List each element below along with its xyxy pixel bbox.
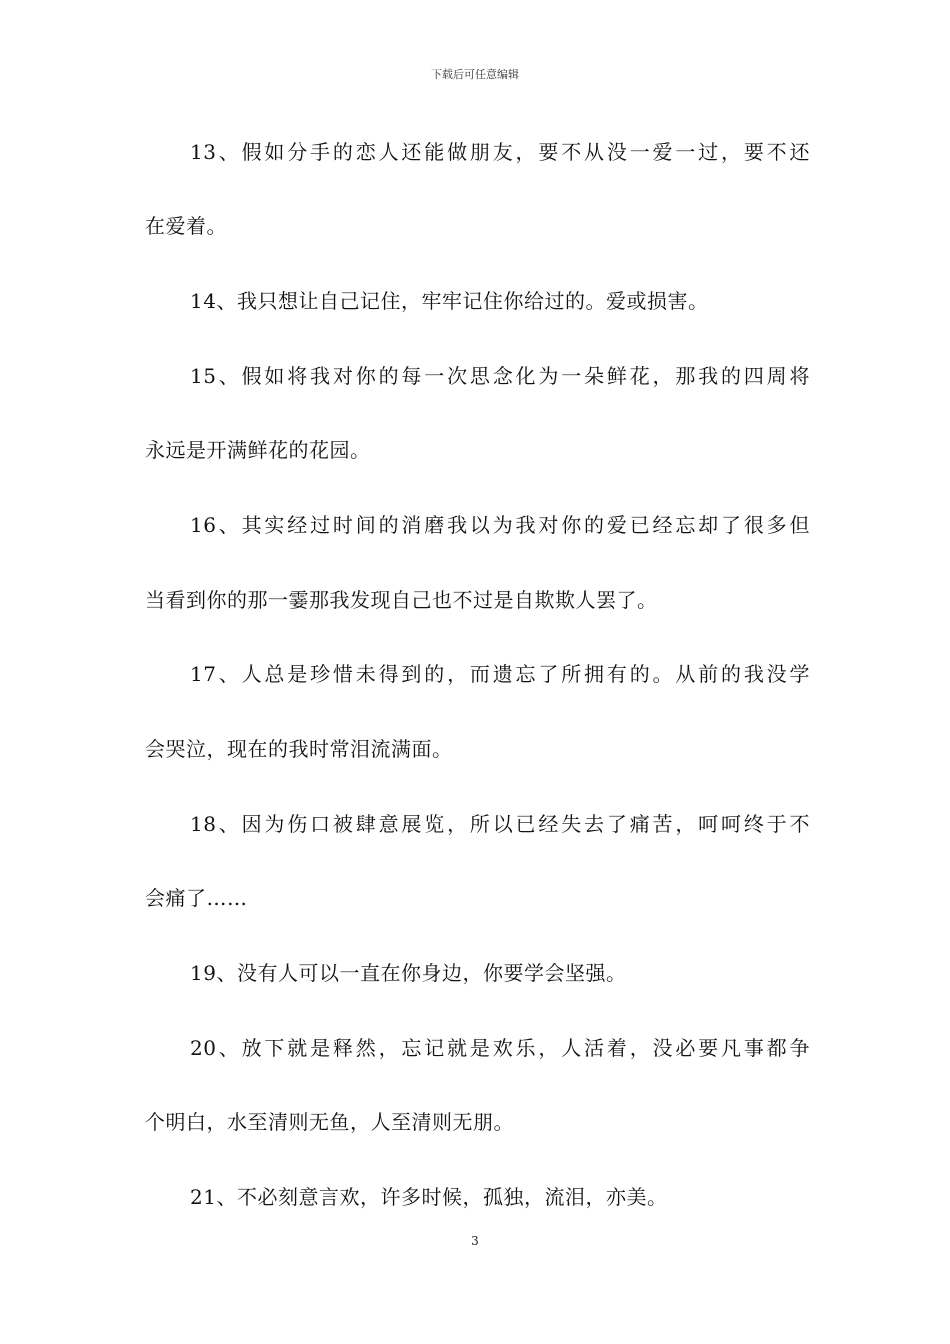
paragraph-18-line-1: 18、因为伤口被肆意展览，所以已经失去了痛苦，呵呵终于不 [190, 812, 810, 836]
paragraph-17-line-1: 17、人总是珍惜未得到的，而遗忘了所拥有的。从前的我没学 [190, 662, 810, 686]
paragraph-13-line-2: 在爱着。 [145, 214, 227, 238]
paragraph-15-line-2: 永远是开满鲜花的花园。 [145, 438, 371, 462]
page-header: 下载后可任意编辑 [431, 68, 519, 81]
paragraph-21-line-1: 21、不必刻意言欢，许多时候，孤独，流泪，亦美。 [190, 1185, 668, 1209]
page-number: 3 [471, 1234, 479, 1248]
paragraph-15-line-1: 15、假如将我对你的每一次思念化为一朵鲜花，那我的四周将 [190, 364, 810, 388]
paragraph-20-line-2: 个明白，水至清则无鱼，人至清则无朋。 [145, 1110, 514, 1134]
paragraph-14-line-1: 14、我只想让自己记住，牢牢记住你给过的。爱或损害。 [190, 289, 709, 313]
paragraph-13-line-1: 13、假如分手的恋人还能做朋友，要不从没一爱一过，要不还 [190, 140, 810, 164]
paragraph-16-line-1: 16、其实经过时间的消磨我以为我对你的爱已经忘却了很多但 [190, 513, 810, 537]
paragraph-17-line-2: 会哭泣，现在的我时常泪流满面。 [145, 737, 453, 761]
paragraph-16-line-2: 当看到你的那一霎那我发现自己也不过是自欺欺人罢了。 [145, 588, 658, 612]
paragraph-20-line-1: 20、放下就是释然，忘记就是欢乐，人活着，没必要凡事都争 [190, 1036, 810, 1060]
paragraph-18-line-2: 会痛了…… [145, 886, 248, 910]
paragraph-19-line-1: 19、没有人可以一直在你身边，你要学会坚强。 [190, 961, 627, 985]
